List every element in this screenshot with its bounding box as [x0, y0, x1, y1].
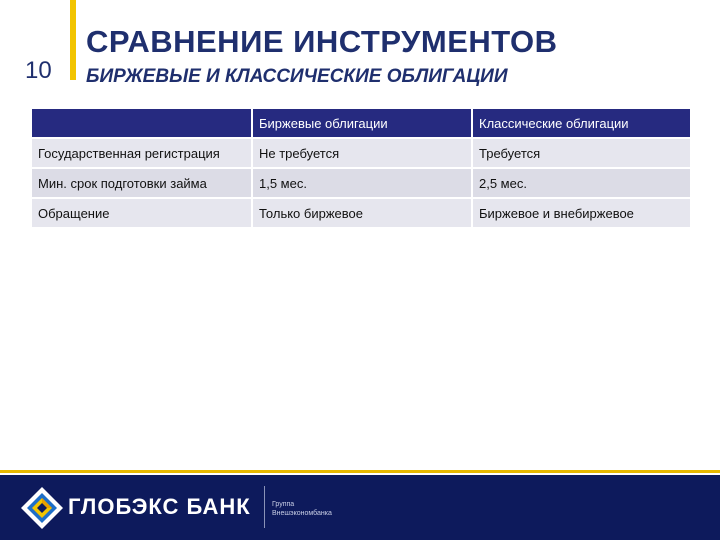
footer-separator: [264, 486, 265, 528]
footer-accent-line: [0, 470, 720, 473]
page-subtitle: БИРЖЕВЫЕ И КЛАССИЧЕСКИЕ ОБЛИГАЦИИ: [86, 66, 508, 87]
globex-logo-icon: [20, 486, 64, 530]
cell-classic: Биржевое и внебиржевое: [472, 198, 691, 228]
comparison-table: [32, 109, 692, 229]
group-caption: [272, 500, 332, 518]
cell-exchange: 1,5 мес.: [252, 168, 472, 198]
header-empty-cell: [32, 109, 252, 138]
table-row: [32, 168, 691, 198]
table-row: [32, 198, 691, 228]
row-label: Мин. срок подготовки займа: [32, 168, 252, 198]
brand-name: ГЛОБЭКС БАНК: [68, 494, 251, 519]
group-line-2: Внешэкономбанка: [272, 510, 332, 517]
page-title: СРАВНЕНИЕ ИНСТРУМЕНТОВ: [86, 24, 558, 59]
table-row: [32, 138, 691, 168]
cell-classic: Требуется: [472, 138, 691, 168]
slide-number: 10: [25, 57, 52, 84]
table-header-row: [32, 109, 691, 138]
header-classic-bonds: Классические облигации: [472, 109, 691, 138]
cell-exchange: Только биржевое: [252, 198, 472, 228]
title-accent-bar: [70, 0, 76, 80]
row-label: Обращение: [32, 198, 252, 228]
cell-exchange: Не требуется: [252, 138, 472, 168]
group-line-1: Группа: [272, 501, 295, 508]
row-label: Государственная регистрация: [32, 138, 252, 168]
cell-classic: 2,5 мес.: [472, 168, 691, 198]
header-exchange-bonds: Биржевые облигации: [252, 109, 472, 138]
